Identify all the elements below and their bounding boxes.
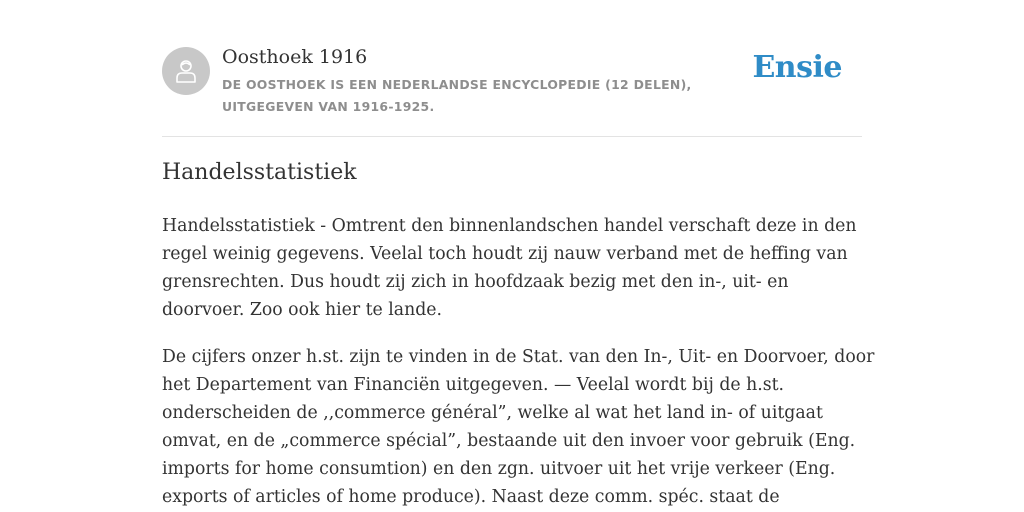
text-line: exports of articles of home produce). Naast deze comm. spéc. staat de [162, 487, 780, 507]
text-line: omvat, en de „commerce spécial”, bestaande uit den invoer voor gebruik (Eng. [162, 431, 856, 451]
text-line: Handelsstatistiek - Omtrent den binnenlandschen handel verschaft deze in den [162, 216, 857, 236]
text-line: het Departement van Financiën uitgegeven. — Veelal wordt bij de h.st. [162, 375, 785, 395]
text-line: imports for home consumtion) en den zgn. uitvoer uit het vrije verkeer (Eng. [162, 459, 836, 479]
text-line: onderscheiden de ,,commerce général”, welke al wat het land in- of uitgaat [162, 403, 823, 423]
text-line: De cijfers onzer h.st. zijn te vinden in de Stat. van den In-, Uit- en Doorvoer, door [162, 347, 875, 367]
source-header [162, 44, 862, 137]
text-line: regel weinig gegevens. Veelal toch houdt zij nauw verband met de heffing van [162, 244, 848, 264]
text-line: grensrechten. Dus houdt zij zich in hoofdzaak bezig met den in-, uit- en [162, 272, 789, 292]
paragraph [162, 212, 868, 324]
user-icon [172, 57, 200, 85]
article-body [162, 212, 875, 512]
source-description: DE OOSTHOEK IS EEN NEDERLANDSE ENCYCLOPEDIE (12 DELEN), UITGEGEVEN VAN 1916-1925. [222, 77, 692, 114]
source-name[interactable]: Oosthoek 1916 [222, 46, 368, 68]
page-title: Handelsstatistiek [162, 160, 357, 185]
text-line: doorvoer. Zoo ook hier te lande. [162, 300, 443, 320]
paragraph [162, 343, 875, 511]
avatar[interactable] [162, 47, 210, 95]
ensie-logo[interactable]: Ensie [752, 50, 842, 85]
